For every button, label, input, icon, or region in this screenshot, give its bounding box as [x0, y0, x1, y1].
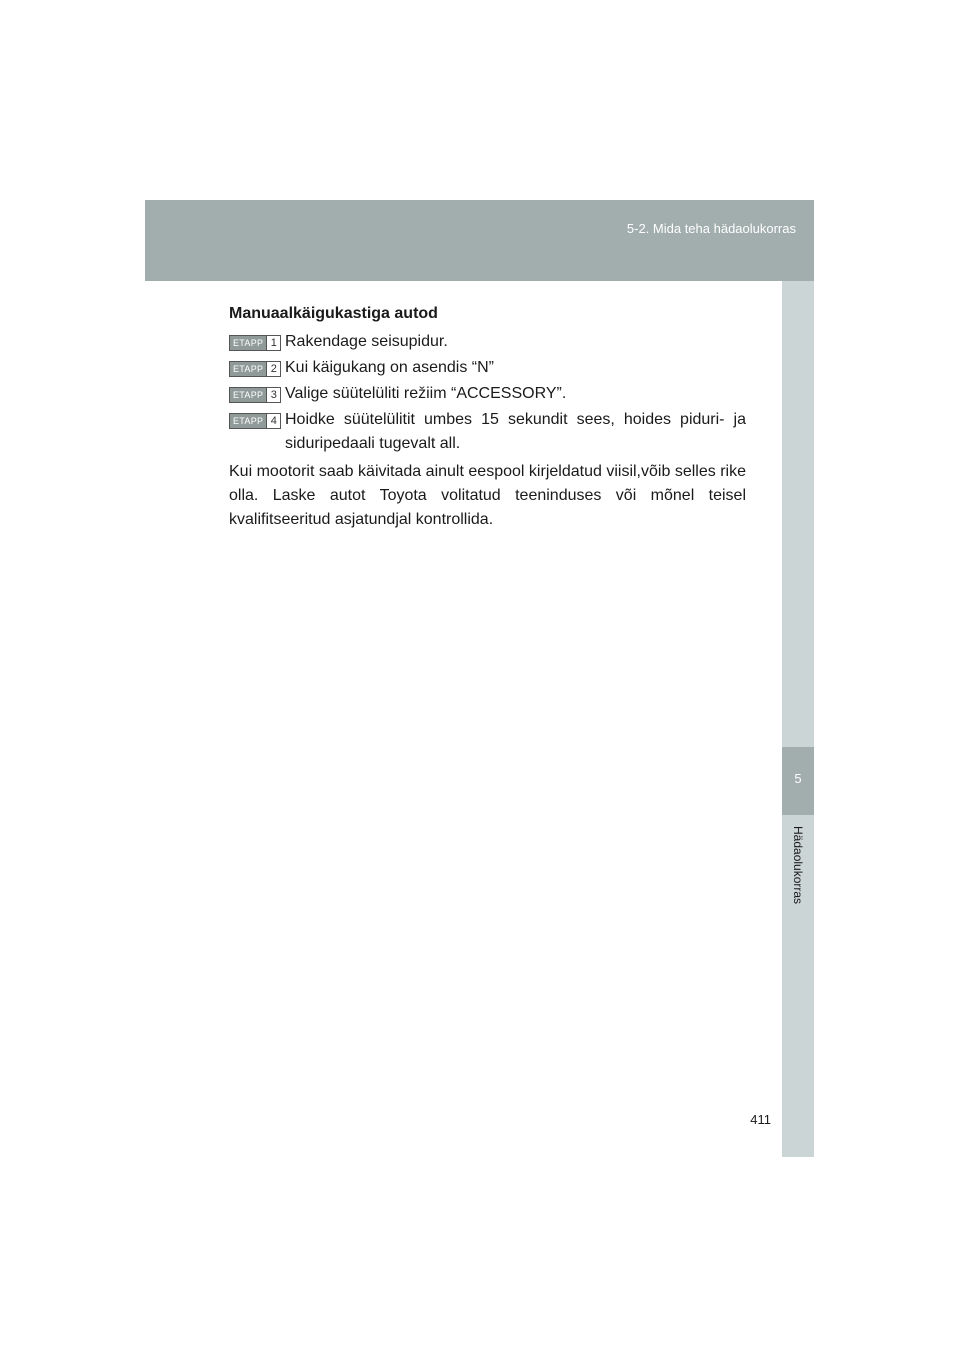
- step-badge: [229, 413, 281, 429]
- step-2: [229, 356, 746, 380]
- step-4: [229, 408, 746, 456]
- step-text: Kui käigukang on asendis “N”: [285, 359, 495, 376]
- page-content: [229, 302, 746, 548]
- step-1: [229, 330, 746, 354]
- note-paragraph: Kui mootorit saab käivitada ainult eespool kirjeldatud viisil,võib selles rike olla. Laske autot Toyota volitatud teeninduses või mõnel teisel kvalifitseeritud asjatundjal kontrollida.: [229, 463, 746, 528]
- chapter-number: 5: [794, 771, 802, 786]
- chapter-side-tab: [782, 281, 814, 1157]
- section-header-title: 5-2. Mida teha hädaolukorras: [626, 221, 796, 236]
- step-badge: [229, 335, 281, 351]
- page-number: 411: [750, 1112, 771, 1127]
- step-badge: [229, 387, 281, 403]
- section-header-band: [145, 200, 814, 281]
- step-text: Valige süütelüliti režiim “ACCESSORY”.: [285, 385, 567, 402]
- section-title: Manuaalkäigukastiga autod: [229, 305, 438, 322]
- step-badge-number: 3: [266, 388, 280, 402]
- step-text: Rakendage seisupidur.: [285, 333, 448, 350]
- step-badge-label: ETAPP: [230, 388, 266, 402]
- step-badge: [229, 361, 281, 377]
- step-badge-label: ETAPP: [230, 414, 266, 428]
- step-3: [229, 382, 746, 406]
- chapter-number-box: [782, 747, 814, 815]
- chapter-title: Hädaolukorras: [791, 826, 805, 905]
- step-badge-number: 2: [266, 362, 280, 376]
- step-text: Hoidke süütelülitit umbes 15 sekundit sees, hoides piduri- ja siduripedaali tugevalt all.: [285, 411, 746, 452]
- step-badge-number: 1: [266, 336, 280, 350]
- step-badge-label: ETAPP: [230, 362, 266, 376]
- step-badge-label: ETAPP: [230, 336, 266, 350]
- step-badge-number: 4: [266, 414, 280, 428]
